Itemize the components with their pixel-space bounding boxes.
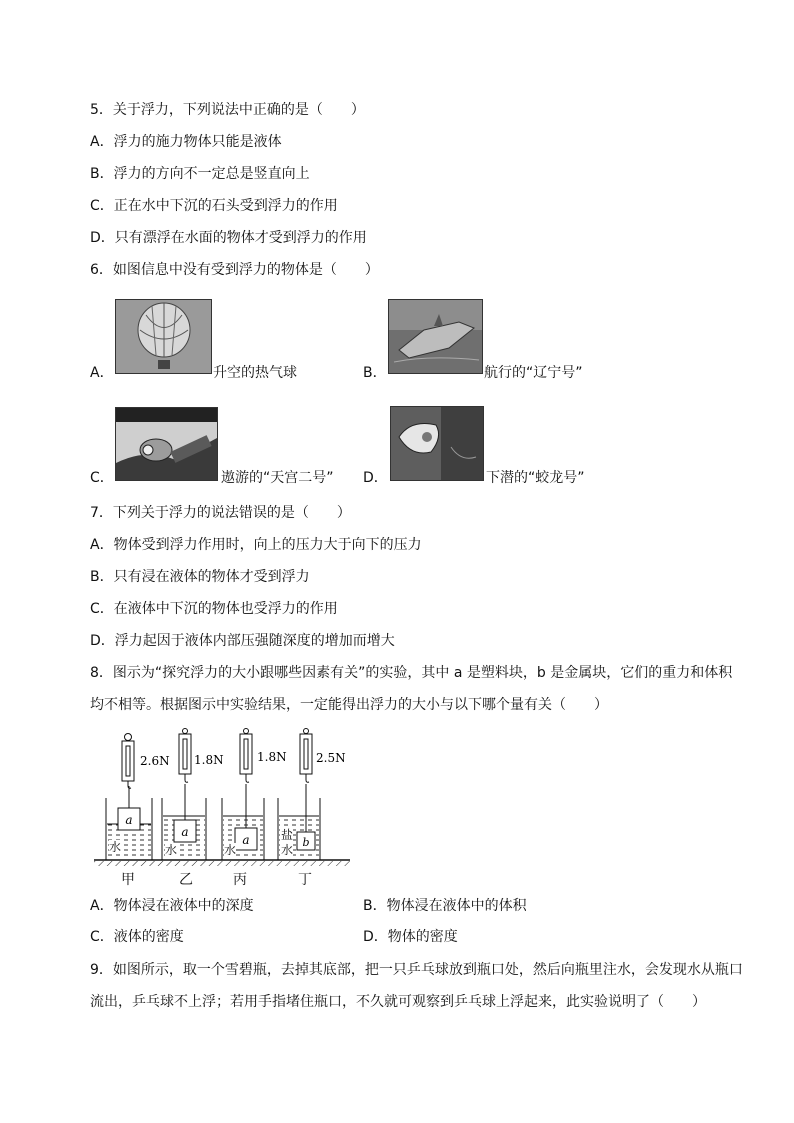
block-label-jia: a <box>125 813 133 827</box>
question-5-option-d: D．只有漂浮在水面的物体才受到浮力的作用 <box>90 230 367 246</box>
question-7-option-a: A．物体受到浮力作用时，向上的压力大于向下的压力 <box>90 537 422 553</box>
question-6-choice-c-letter: C． <box>90 470 114 486</box>
question-5-option-b: B．浮力的方向不一定总是竖直向上 <box>90 166 310 182</box>
submersible-photo <box>390 406 484 481</box>
figure-label-jia: 甲 <box>121 872 135 888</box>
block-label-ding: b <box>302 836 310 849</box>
question-7-stem: 7．下列关于浮力的说法错误的是（ ） <box>90 505 351 521</box>
question-8-option-c: C．液体的密度 <box>90 929 184 945</box>
question-6-choice-c-caption: 遨游的“天宫二号” <box>221 470 334 486</box>
question-8-option-d: D．物体的密度 <box>363 929 458 945</box>
reading-ding: 2.5N <box>316 751 346 765</box>
liquid-label-ding: 盐 水 <box>281 828 294 857</box>
question-9-stem-line1: 9．如图所示，取一个雪碧瓶，去掉其底部，把一只乒乓球放到瓶口处，然后向瓶里注水，会发现水从瓶口 <box>90 962 743 978</box>
question-8-stem-line2: 均不相等。根据图示中实验结果，一定能得出浮力的大小与以下哪个量有关（ ） <box>90 697 608 713</box>
question-7-option-c: C．在液体中下沉的物体也受浮力的作用 <box>90 601 338 617</box>
question-5-stem: 5．关于浮力，下列说法中正确的是（ ） <box>90 102 365 118</box>
space-station-photo <box>115 407 218 481</box>
block-label-bing: a <box>242 833 250 847</box>
reading-jia: 2.6N <box>140 754 170 768</box>
question-7-option-b: B．只有浸在液体的物体才受到浮力 <box>90 569 310 585</box>
question-6-choice-b-caption: 航行的“辽宁号” <box>484 365 583 381</box>
question-6-choice-d-letter: D． <box>363 470 388 486</box>
liquid-label-yi: 水 <box>165 843 178 857</box>
question-8-option-a: A．物体浸在液体中的深度 <box>90 898 254 914</box>
question-8-option-b: B．物体浸在液体中的体积 <box>363 898 527 914</box>
figure-label-yi: 乙 <box>179 872 193 888</box>
question-6-stem: 6．如图信息中没有受到浮力的物体是（ ） <box>90 262 379 278</box>
question-9-stem-line2: 流出，乒乓球不上浮；若用手指堵住瓶口，不久就可观察到乒乓球上浮起来，此实验说明了（ ） <box>90 994 706 1010</box>
buoyancy-experiment-figure <box>92 728 352 890</box>
figure-label-ding: 丁 <box>298 872 312 888</box>
question-6-choice-a-caption: 升空的热气球 <box>213 365 297 381</box>
liquid-label-jia: 水 <box>109 840 122 854</box>
question-6-choice-a-letter: A． <box>90 365 114 381</box>
question-6-choice-b-letter: B． <box>363 365 387 381</box>
question-5-option-a: A．浮力的施力物体只能是液体 <box>90 134 282 150</box>
question-5-option-c: C．正在水中下沉的石头受到浮力的作用 <box>90 198 338 214</box>
question-8-stem-line1: 8．图示为“探究浮力的大小跟哪些因素有关”的实验，其中 a 是塑料块，b 是金属块，它们的重力和体积 <box>90 665 733 681</box>
block-label-yi: a <box>181 825 189 839</box>
liquid-label-bing: 水 <box>224 843 237 857</box>
reading-bing: 1.8N <box>257 750 287 764</box>
question-6-choice-d-caption: 下潜的“蛟龙号” <box>486 470 585 486</box>
reading-yi: 1.8N <box>194 753 224 767</box>
figure-label-bing: 丙 <box>233 872 247 888</box>
aircraft-carrier-photo <box>388 299 483 374</box>
question-7-option-d: D．浮力起因于液体内部压强随深度的增加而增大 <box>90 633 395 649</box>
container-yi <box>162 729 206 861</box>
hot-air-balloon-photo <box>115 299 212 374</box>
